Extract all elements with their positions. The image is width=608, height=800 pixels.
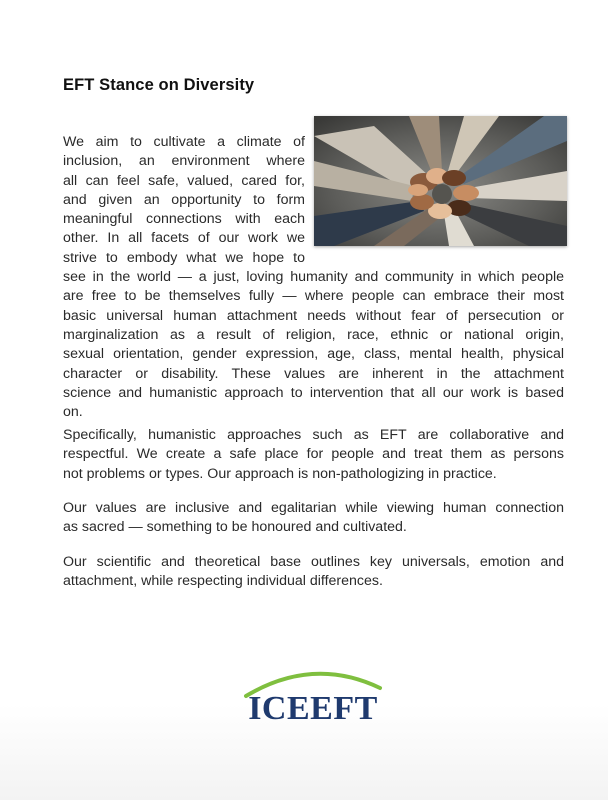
- text-line: inclusion, an environment where: [63, 153, 305, 170]
- text-line: as sacred — something to be honoured and cultivated.: [63, 519, 407, 536]
- text-line: sexual orientation, gender expression, age, class, mental health, physical: [63, 346, 564, 363]
- text-line: We aim to cultivate a climate of: [63, 134, 305, 150]
- text-line: meaningful connections with each: [63, 211, 305, 228]
- paragraph-scientific-base: [63, 553, 564, 592]
- text-line: attachment, while respecting individual differences.: [63, 573, 383, 590]
- text-line: see in the world — a just, loving humanity and community in which people: [63, 269, 564, 286]
- text-line: Specifically, humanistic approaches such as EFT are collaborative and: [63, 427, 564, 443]
- text-line: basic universal human attachment needs without fear of persecution or: [63, 307, 564, 324]
- paragraph-humanistic: [63, 426, 564, 484]
- text-line: Our values are inclusive and egalitarian while viewing human connection: [63, 500, 564, 516]
- text-line: science and humanistic approach to intervention that all our work is based: [63, 384, 564, 401]
- logo-wordmark: ICEEFT: [248, 690, 378, 727]
- text-line: on.: [63, 404, 83, 421]
- text-line: Our scientific and theoretical base outlines key universals, emotion and: [63, 554, 564, 570]
- text-line: all can feel safe, valued, cared for,: [63, 172, 305, 189]
- text-line: and given an opportunity to form: [63, 191, 305, 208]
- paragraph-values: [63, 499, 564, 538]
- paragraph-inclusion: [63, 133, 564, 422]
- page-title: EFT Stance on Diversity: [63, 76, 255, 94]
- text-line: respectful. We create a safe place for people and treat them as persons: [63, 446, 564, 463]
- text-line: marginalization as a result of religion, race, ethnic or national origin,: [63, 326, 564, 343]
- text-line: character or disability. These values are inherent in the attachment: [63, 365, 564, 382]
- text-line: strive to embody what we hope to: [63, 249, 305, 266]
- text-line: not problems or types. Our approach is non-pathologizing in practice.: [63, 465, 497, 482]
- text-line: other. In all facets of our work we: [63, 230, 305, 247]
- text-line: are free to be themselves fully — where people can embrace their most: [63, 288, 564, 305]
- iceeft-logo: [238, 662, 388, 742]
